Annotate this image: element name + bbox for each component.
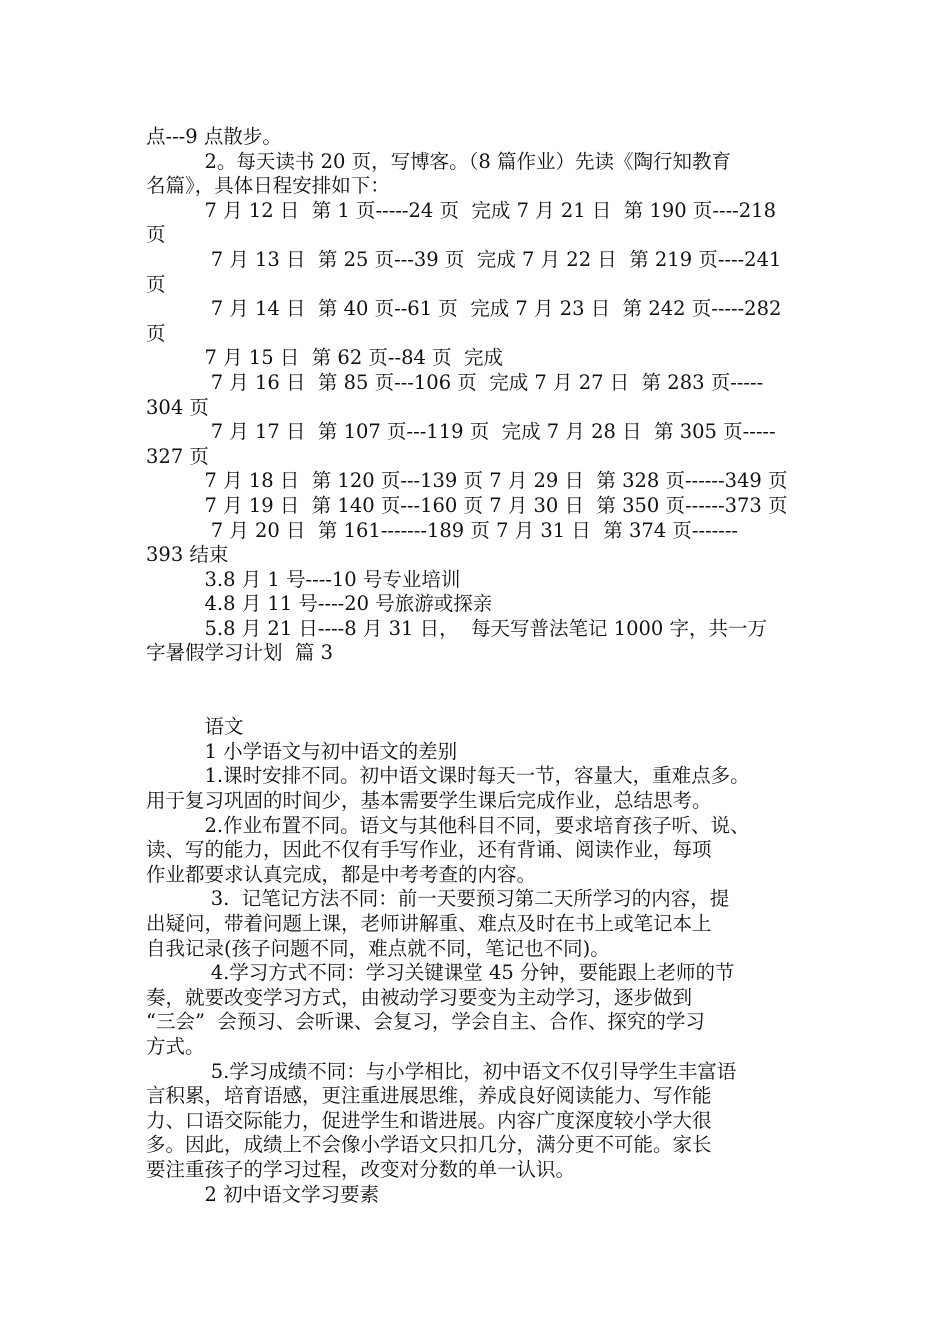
text-line: 字暑假学习计划 篇 3 (146, 641, 334, 665)
text-line: 读、写的能力，因此不仅有手写作业，还有背诵、阅读作业，每项 (146, 838, 712, 862)
text-line: 出疑问，带着问题上课，老师讲解重、难点及时在书上或笔记本上 (146, 912, 712, 935)
text-line: 自我记录(孩子问题不同，难点就不同，笔记也不同)。 (146, 936, 610, 960)
text-line: 327 页 (146, 444, 209, 468)
text-line: 5.学习成绩不同：与小学相比，初中语文不仅引导学生丰富语 (146, 1059, 737, 1083)
text-line: 页 (146, 223, 166, 247)
text-line: 7 月 12 日 第 1 页-----24 页 完成 7 月 21 日 第 190 页----218 (146, 198, 776, 222)
blank-line (146, 666, 811, 691)
text-line: 7 月 15 日 第 62 页--84 页 完成 (146, 346, 504, 370)
text-line: 393 结束 (146, 543, 229, 567)
subsection-heading: 1 小学语文与初中语文的差别 (146, 739, 458, 763)
text-line: 7 月 16 日 第 85 页---106 页 完成 7 月 27 日 第 283 页----- (146, 370, 764, 394)
text-line: 1.课时安排不同。初中语文课时每天一节，容量大，重难点多。 (146, 764, 750, 788)
text-line: 要注重孩子的学习过程，改变对分数的单一认识。 (146, 1157, 576, 1181)
text-line: 作业都要求认真完成，都是中考考查的内容。 (146, 862, 537, 886)
text-line: 名篇》，具体日程安排如下： (146, 174, 390, 198)
text-line: 用于复习巩固的时间少，基本需要学生课后完成作业，总结思考。 (146, 789, 712, 813)
text-line: 2。每天读书 20 页，写博客。（8 篇作业）先读《陶行知教育 (146, 149, 731, 173)
text-line: 奏，就要改变学习方式，由被动学习要变为主动学习，逐步做到 (146, 985, 693, 1009)
text-line: 4.学习方式不同：学习关键课堂 45 分钟，要能跟上老师的节 (146, 961, 735, 985)
text-line: 7 月 20 日 第 161-------189 页 7 月 31 日 第 374 页------- (146, 518, 739, 542)
text-line: 7 月 18 日 第 120 页---139 页 7 月 29 日 第 328 页------349 页 (146, 469, 788, 493)
text-line: 页 (146, 321, 166, 345)
text-line: 力、口语交际能力，促进学生和谐进展。内容广度深度较小学大很 (146, 1108, 712, 1132)
text-line: 7 月 17 日 第 107 页---119 页 完成 7 月 28 日 第 305 页----- (146, 420, 776, 444)
text-line: 3. 记笔记方法不同：前一天要预习第二天所学习的内容，提 (146, 887, 730, 911)
text-line: “三会” 会预习、会听课、会复习，学会自主、合作、探究的学习 (146, 1010, 705, 1034)
text-line: 4.8 月 11 号----20 号旅游或探亲 (146, 592, 493, 616)
subsection-heading: 2 初中语文学习要素 (146, 1182, 380, 1206)
text-line: 点---9 点散步。 (146, 125, 282, 148)
text-line: 304 页 (146, 395, 209, 419)
text-line: 多。因此，成绩上不会像小学语文只扣几分，满分更不可能。家长 (146, 1133, 712, 1157)
text-line: 方式。 (146, 1034, 205, 1058)
text-line: 5.8 月 21 日----8 月 31 日， 每天写普法笔记 1000 字，共一万 (146, 616, 768, 640)
text-line: 页 (146, 272, 166, 296)
document-body (146, 125, 811, 1207)
text-line: 7 月 19 日 第 140 页---160 页 7 月 30 日 第 350 页------373 页 (146, 493, 788, 517)
text-line: 3.8 月 1 号----10 号专业培训 (146, 567, 461, 591)
section-heading: 语文 (146, 715, 244, 739)
text-line: 7 月 14 日 第 40 页--61 页 完成 7 月 23 日 第 242 页-----282 (146, 297, 782, 321)
text-line: 2.作业布置不同。语文与其他科目不同，要求培育孩子听、说、 (146, 813, 750, 837)
blank-line (146, 691, 811, 716)
text-line: 言积累，培育语感，更注重进展思维，养成良好阅读能力、写作能 (146, 1084, 712, 1108)
text-line: 7 月 13 日 第 25 页---39 页 完成 7 月 22 日 第 219 页----241 (146, 247, 782, 271)
